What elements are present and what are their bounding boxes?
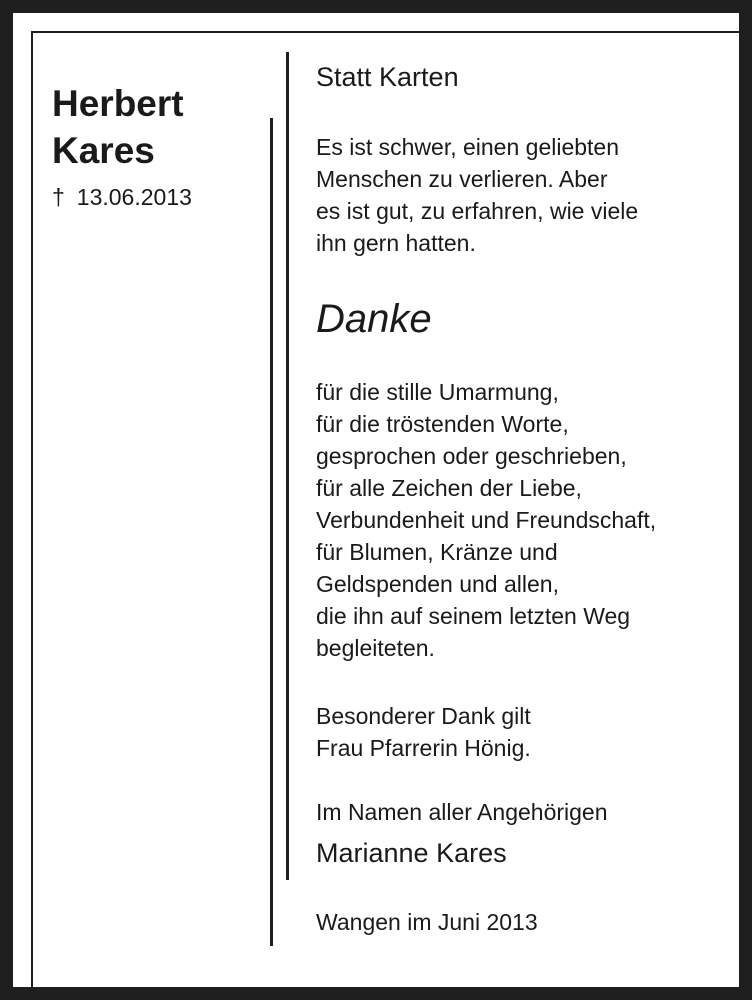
on-behalf-line: Im Namen aller Angehörigen [316,799,608,825]
special-thanks-line: Frau Pfarrerin Hönig. [316,735,531,761]
notice-heading: Statt Karten [316,62,459,92]
intro-line: ihn gern hatten. [316,230,476,256]
deceased-last-name: Kares [52,130,155,171]
thanks-line: für Blumen, Kränze und [316,539,558,565]
thanks-line: für alle Zeichen der Liebe, [316,475,582,501]
deceased-name [52,80,184,174]
death-date: 13.06.2013 [76,184,192,210]
deceased-first-name: Herbert [52,83,184,124]
thanks-line: für die stille Umarmung, [316,379,559,405]
special-thanks-paragraph [316,700,531,764]
intro-line: Menschen zu verlieren. Aber [316,166,608,192]
intro-line: Es ist schwer, einen geliebten [316,134,620,160]
special-thanks-line: Besonderer Dank gilt [316,703,531,729]
intro-line: es ist gut, zu erfahren, wie viele [316,198,639,224]
thanks-line: begleiteten. [316,635,435,661]
thanks-word: Danke [316,297,432,341]
place-date: Wangen im Juni 2013 [316,909,538,935]
thanks-line: die ihn auf seinem letzten Weg [316,603,631,629]
divider-rule-right [286,52,289,880]
thanks-line: Geldspenden und allen, [316,571,559,597]
thanks-line: für die tröstenden Worte, [316,411,569,437]
thanks-paragraph [316,376,656,664]
cross-icon: † [52,184,65,210]
thanks-line: Verbundenheit und Freundschaft, [316,507,657,533]
signature-name: Marianne Kares [316,838,507,868]
intro-paragraph [316,131,638,259]
thanks-line: gesprochen oder geschrieben, [316,443,627,469]
death-date-line [52,183,192,211]
divider-rule-left [270,118,273,946]
